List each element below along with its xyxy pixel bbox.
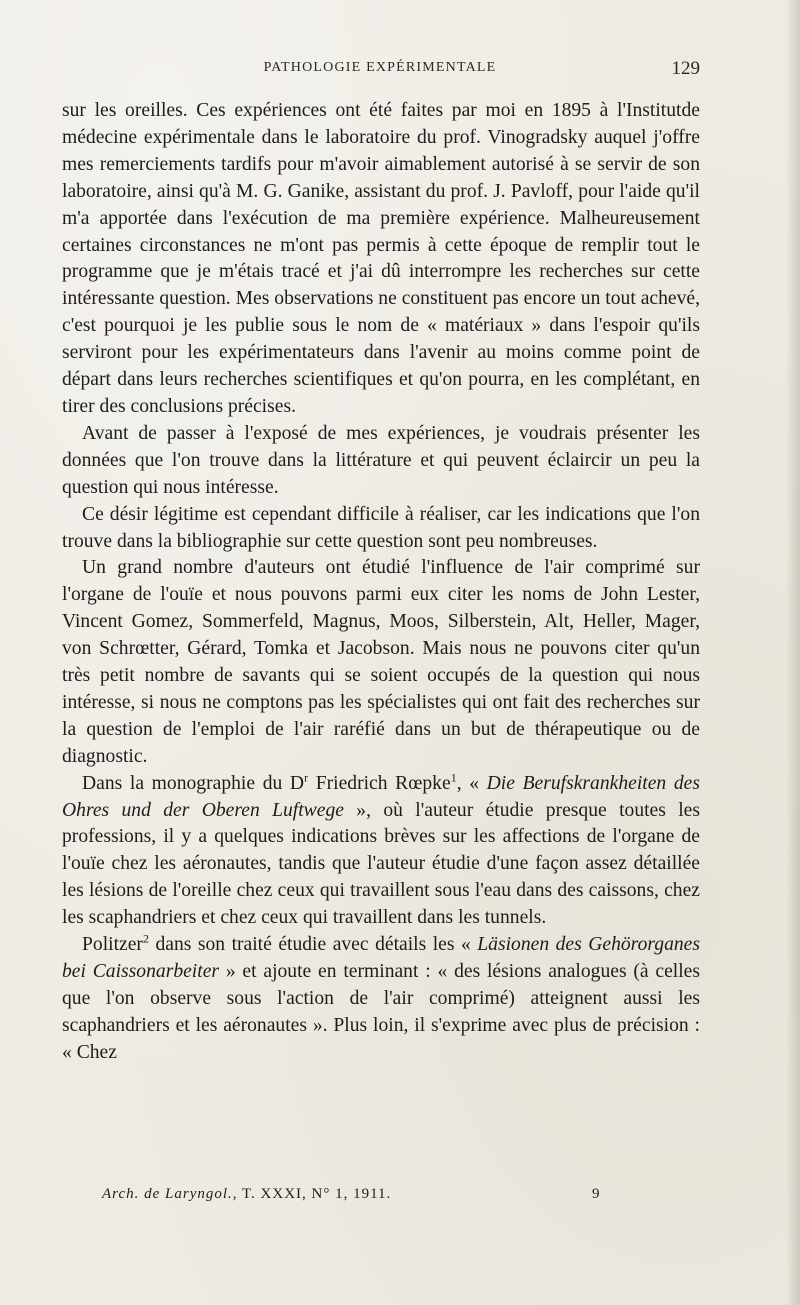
text-run: sur les oreilles. Ces expériences ont été faites par moi en 1895 à l'Institutde médecine expérimentale dans le laboratoire du prof. Vinogradsky auquel j'offre mes remerciements tardifs pour m'avoir aimablement autorisé à se servir de son laboratoire, ainsi qu'à M. G. Ganike, assistant du prof. J. Pavloff, pour l'aide qu'il m'a apportée dans l'exécution de ma première expérience. Malheureusement certaines circonstances ne m'ont pas permis à cette époque de remplir tout le programme que je m'étais tracé et j'ai dû interrompre les recherches sur cette intéressante question. Mes observations ne constituent pas encore un tout achevé, c'est pourquoi je les publie sous le nom de « matériaux » dans l'espoir qu'ils serviront pour les expérimentateurs dans l'avenir au moins comme point de départ dans leurs recherches scientifiques et qu'on pourra, en les complétant, en tirer des conclusions précises. <box>62 100 700 417</box>
body-text <box>62 98 700 1067</box>
journal-title: Arch. de Laryngol. <box>102 1186 233 1202</box>
page-footer <box>60 1186 700 1210</box>
paragraph <box>62 932 700 1067</box>
text-run: », où l'auteur étudie presque toutes les professions, il y a quelques indications brèves sur les affections de l'organe de l'ouïe chez les aéronautes, tandis que l'auteur étudie d'une façon assez détaillée les lésions de l'oreille chez ceux qui travaillent sous l'eau dans des caissons, chez les scaphandriers et chez ceux qui travaillent dans les tunnels. <box>62 799 700 929</box>
footer-citation <box>102 1186 391 1203</box>
superscript: r <box>304 770 309 785</box>
italic-title: Läsionen des Gehörorganes bei Caissonarbeiter <box>62 934 700 982</box>
paragraph <box>62 555 700 770</box>
text-run: Politzer <box>82 934 143 956</box>
page-header <box>60 60 700 84</box>
journal-volume: , T. XXXI, N° 1, 1911. <box>232 1186 392 1202</box>
paragraph <box>62 771 700 932</box>
signature-mark: 9 <box>592 1186 601 1202</box>
paragraph <box>62 421 700 502</box>
text-run: , « <box>456 772 487 794</box>
text-run: » et ajoute en terminant : « des lésions analogues (à celles que l'on observe sous l'action de l'air comprimé) atteignent aussi les scaphandriers et les aéronautes ». Plus loin, il s'exprime avec plus de précision : « Chez <box>62 961 700 1063</box>
text-run: dans son traité étudie avec détails les « <box>148 934 478 956</box>
superscript: 1 <box>450 770 457 785</box>
text-run: Un grand nombre d'auteurs ont étudié l'influence de l'air comprimé sur l'organe de l'ouïe et nous pouvons parmi eux citer les noms de John Lester, Vincent Gomez, Sommerfeld, Magnus, Moos, Silberstein, Alt, Heller, Mager, von Schrœtter, Gérard, Tomka et Jacobson. Mais nous ne pouvons citer qu'un très petit nombre de savants qui se soient occupés de la question qui nous intéresse, si nous ne comptons pas les spécialistes qui ont fait des recherches sur la question de l'emploi de l'air raréfié dans un but de thérapeutique ou de diagnostic. <box>62 557 700 767</box>
italic-title: Die Berufskrankheiten des Ohres und der Oberen Luftwege <box>62 772 700 821</box>
text-run: Friedrich Rœpke <box>308 772 451 794</box>
paragraph <box>62 502 700 556</box>
page-number: 129 <box>671 58 700 79</box>
paragraph <box>62 98 700 421</box>
text-run: Ce désir légitime est cependant difficile à réaliser, car les indications que l'on trouve dans la bibliographie sur cette question sont peu nombreuses. <box>62 503 700 552</box>
running-head: PATHOLOGIE EXPÉRIMENTALE <box>263 60 497 75</box>
text-run: Dans la monographie du D <box>82 772 305 794</box>
page-edge-shadow <box>786 0 800 1305</box>
superscript: 2 <box>142 931 149 946</box>
text-run: Avant de passer à l'exposé de mes expériences, je voudrais présenter les données que l'on trouve dans la littérature et qui peuvent éclaircir un peu la question qui nous intéresse. <box>62 422 700 498</box>
